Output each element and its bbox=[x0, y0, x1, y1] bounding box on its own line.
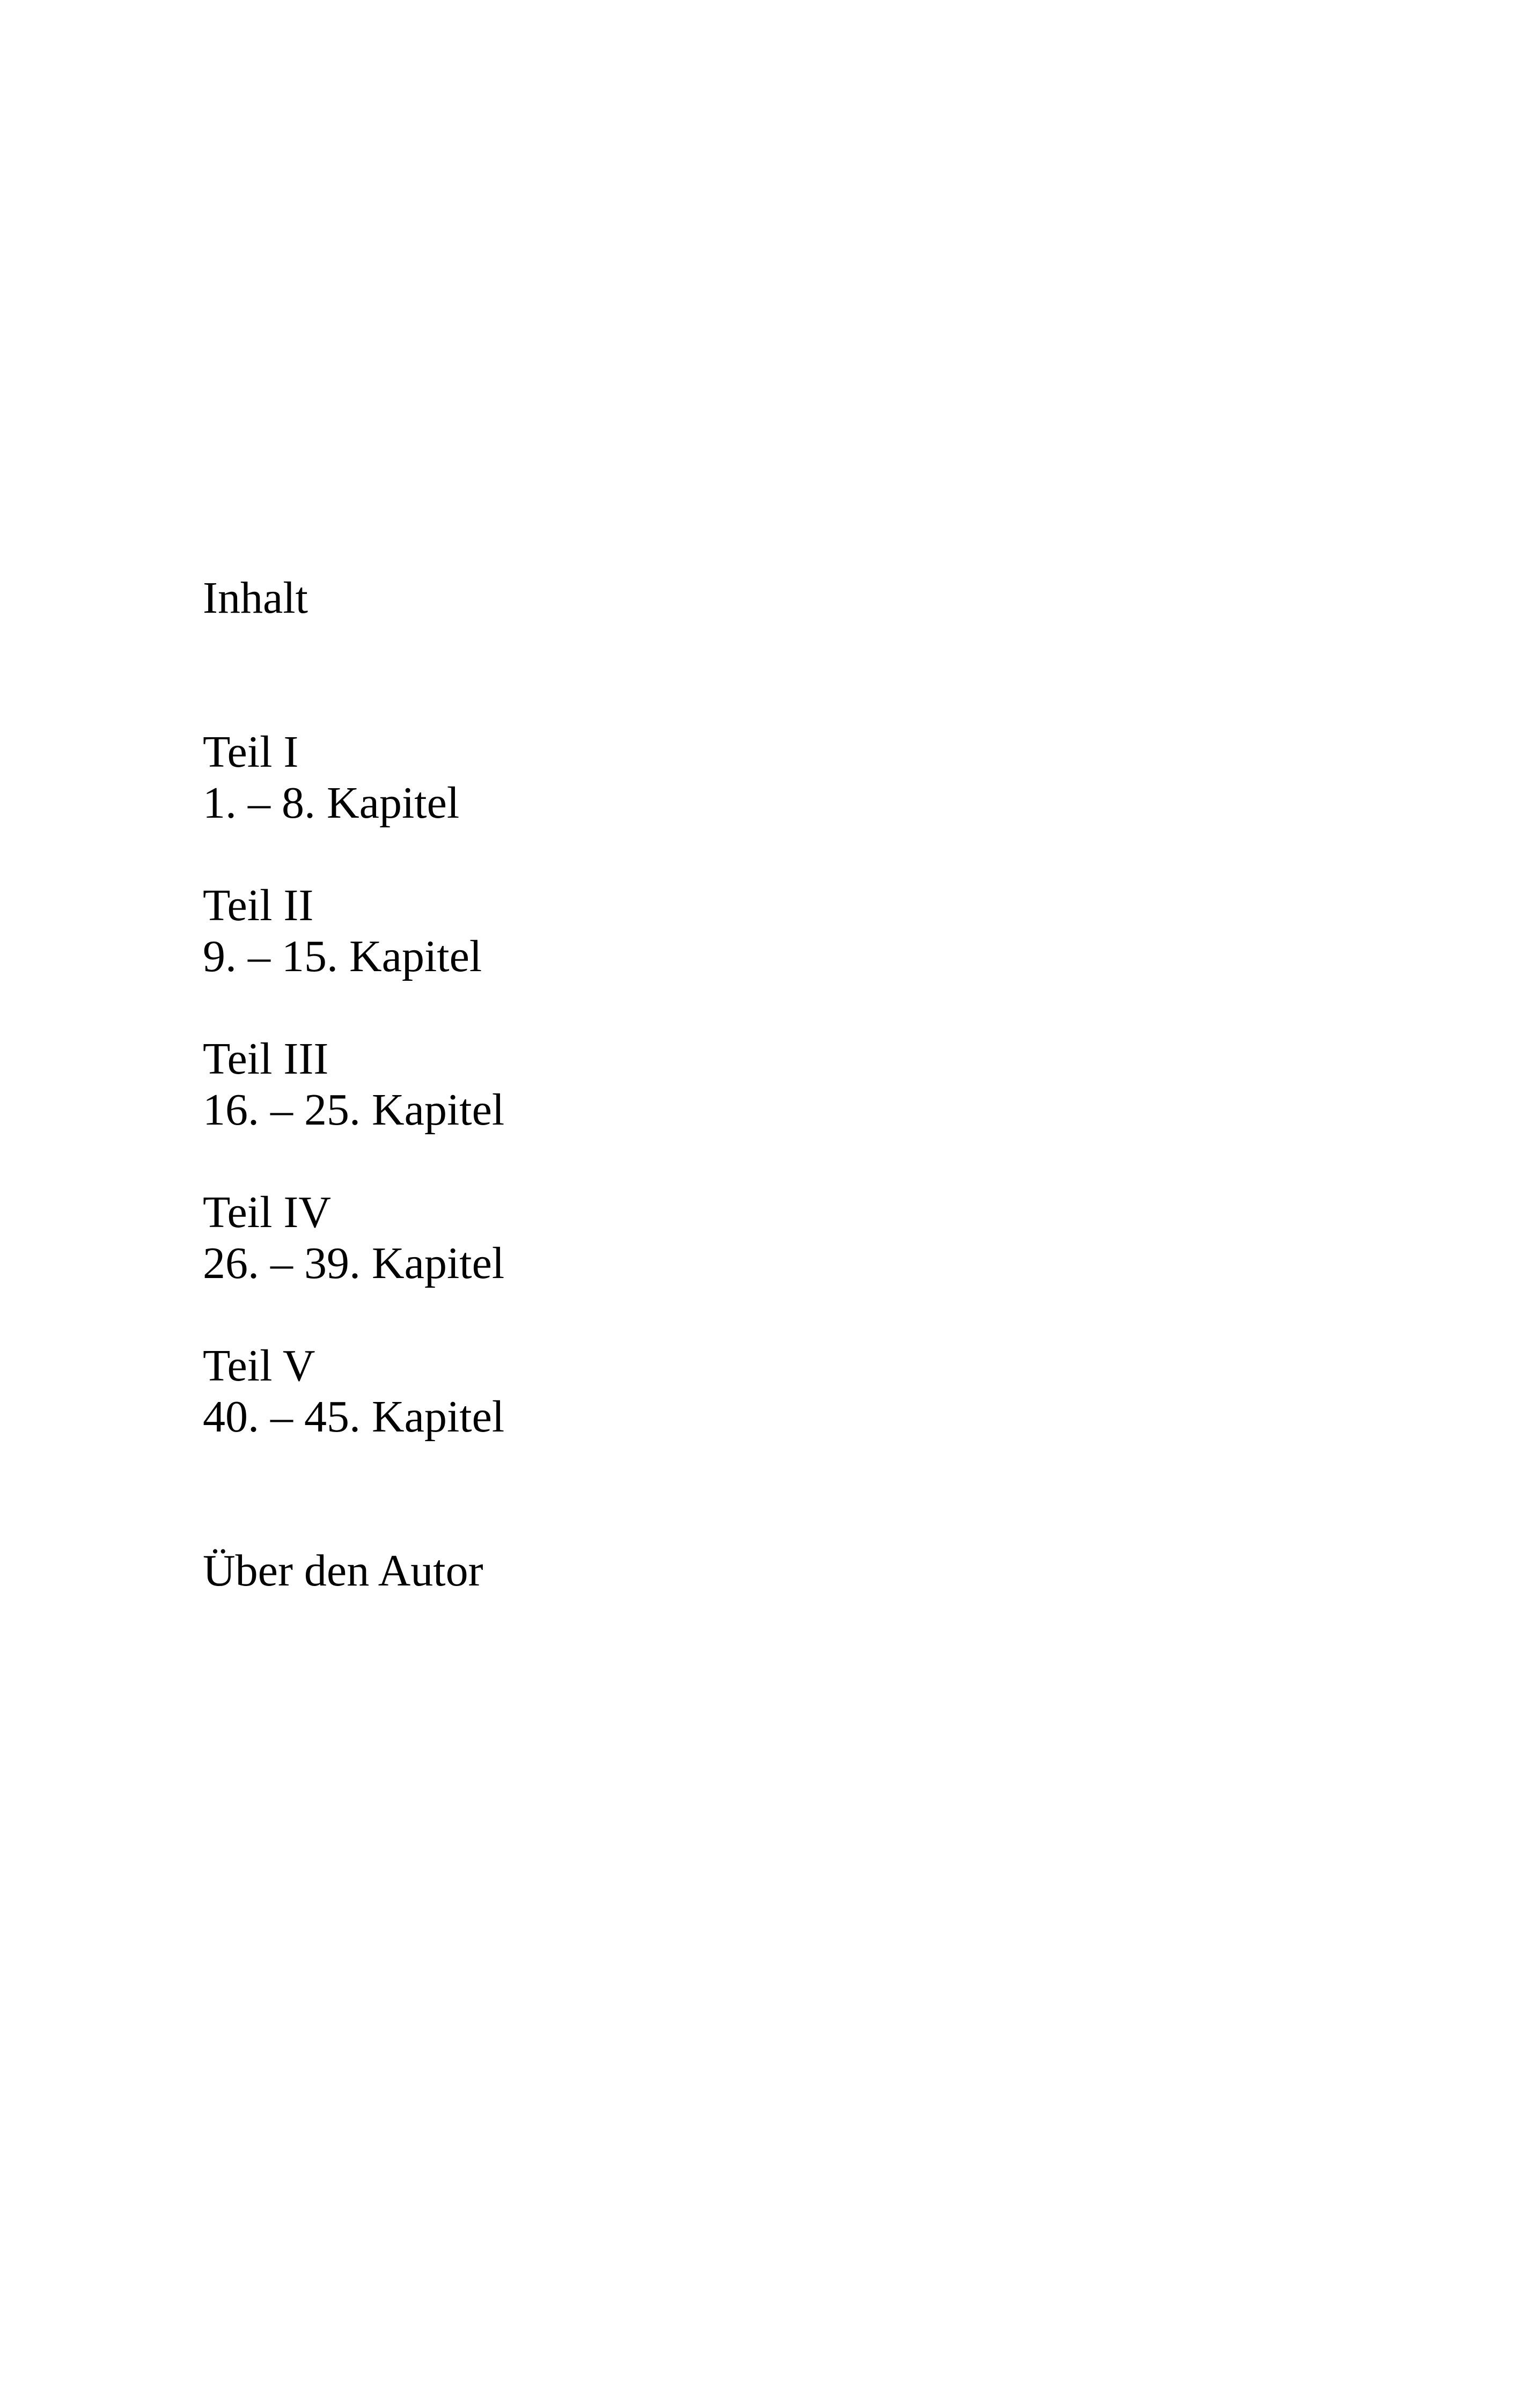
toc-part-chapters[interactable]: 1. – 8. Kapitel bbox=[203, 778, 460, 828]
toc-part-title[interactable]: Teil I bbox=[203, 727, 299, 777]
toc-part-title[interactable]: Teil II bbox=[203, 880, 314, 930]
toc-part-chapters[interactable]: 16. – 25. Kapitel bbox=[203, 1085, 505, 1135]
toc-part-title[interactable]: Teil III bbox=[203, 1034, 329, 1084]
toc-heading: Inhalt bbox=[203, 573, 308, 623]
toc-part-chapters[interactable]: 40. – 45. Kapitel bbox=[203, 1392, 505, 1442]
toc-part-chapters[interactable]: 26. – 39. Kapitel bbox=[203, 1238, 505, 1288]
toc-about-author[interactable]: Über den Autor bbox=[203, 1546, 483, 1596]
toc-part-title[interactable]: Teil IV bbox=[203, 1187, 332, 1237]
toc-part-title[interactable]: Teil V bbox=[203, 1341, 315, 1391]
toc-part-chapters[interactable]: 9. – 15. Kapitel bbox=[203, 931, 482, 981]
